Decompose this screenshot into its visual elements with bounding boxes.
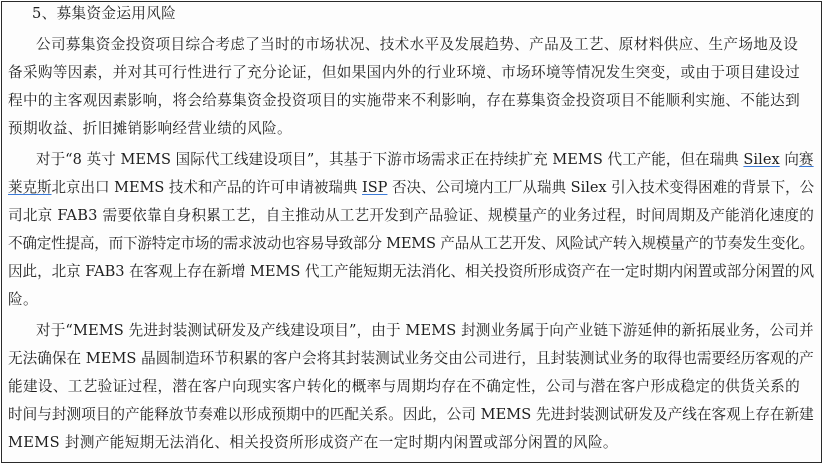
paragraph1-line3: 程中的主客观因素影响，将会给募集资金投资项目的实施带来不利影响，存在募集资金投资项目不能顺利实施、不能达到 [8, 92, 801, 109]
paragraph2-line2-post: 否决、公司境内工厂从瑞典 Silex 引入技术变得困难的背景下，公 [387, 179, 815, 196]
isp-link[interactable]: ISP [362, 179, 388, 196]
paragraph2-line2-mid: 北京出口 MEMS 技术和产品的许可申请被瑞典 [51, 179, 363, 196]
paragraph2-line1-text: 对于“8 英寸 MEMS 国际代工线建设项目”，其基于下游市场需求正在持续扩充 MEMS 代工产能，但在瑞典 [36, 151, 744, 168]
paragraph1-line1: 公司募集资金投资项目综合考虑了当时的市场状况、技术水平及发展趋势、产品及工艺、原材料供应、生产场地及设 [36, 36, 799, 53]
paragraph1-line2: 备采购等因素，并对其可行性进行了充分论证，但如果国内外的行业环境、市场环境等情况发生突变，或由于项目建设过 [8, 64, 801, 81]
sailex-link-start[interactable]: 赛 [799, 151, 814, 168]
paragraph3-line1: 对于“MEMS 先进封装测试研发及产线建设项目”，由于 MEMS 封测业务属于向产业链下游延伸的新拓展业务，公司并 [36, 322, 814, 339]
paragraph3-line4: 时间与封测项目的产能释放节奏难以形成预期中的匹配关系。因此，公司 MEMS 先进封装测试研发及产线在客观上存在新建 [8, 406, 814, 423]
paragraph2-line6: 险。 [8, 291, 38, 308]
paragraph3-line2: 无法确保在 MEMS 晶圆制造环节积累的客户会将其封装测试业务交由公司进行，且封装测试业务的取得也需要经历客观的产 [8, 350, 814, 367]
paragraph3-line5: MEMS 封测产能短期无法消化、相关投资所形成资产在一定时期内闲置或部分闲置的风险。 [8, 434, 618, 451]
paragraph2-line4: 不确定性提高，而下游特定市场的需求波动也容易导致部分 MEMS 产品从工艺开发、风险试产转入规模量产的节奏发生变化。 [8, 235, 814, 252]
document-frame [1, 1, 822, 463]
section-heading: 5、募集资金运用风险 [32, 5, 177, 22]
paragraph2-line5: 因此，北京 FAB3 在客观上存在新增 MEMS 代工产能短期无法消化、相关投资所形成资产在一定时期内闲置或部分闲置的风 [8, 263, 815, 280]
sailex-link-end[interactable]: 莱克斯 [8, 179, 52, 196]
paragraph1-line4: 预期收益、折旧摊销影响经营业绩的风险。 [8, 120, 292, 137]
paragraph2-line1-mid: 向 [779, 151, 800, 168]
silex-link[interactable]: Silex [743, 151, 780, 168]
paragraph3-line3: 能建设、工艺验证过程，潜在客户向现实客户转化的概率与周期均存在不确定性，公司与潜在客户形成稳定的供货关系的 [8, 378, 801, 395]
paragraph2-line1 [36, 150, 814, 170]
paragraph2-line3: 司北京 FAB3 需要依靠自身积累工艺，自主推动从工艺开发到产品验证、规模量产的业务过程，时间周期及产能消化速度的 [8, 207, 815, 224]
paragraph2-line2 [8, 178, 814, 198]
